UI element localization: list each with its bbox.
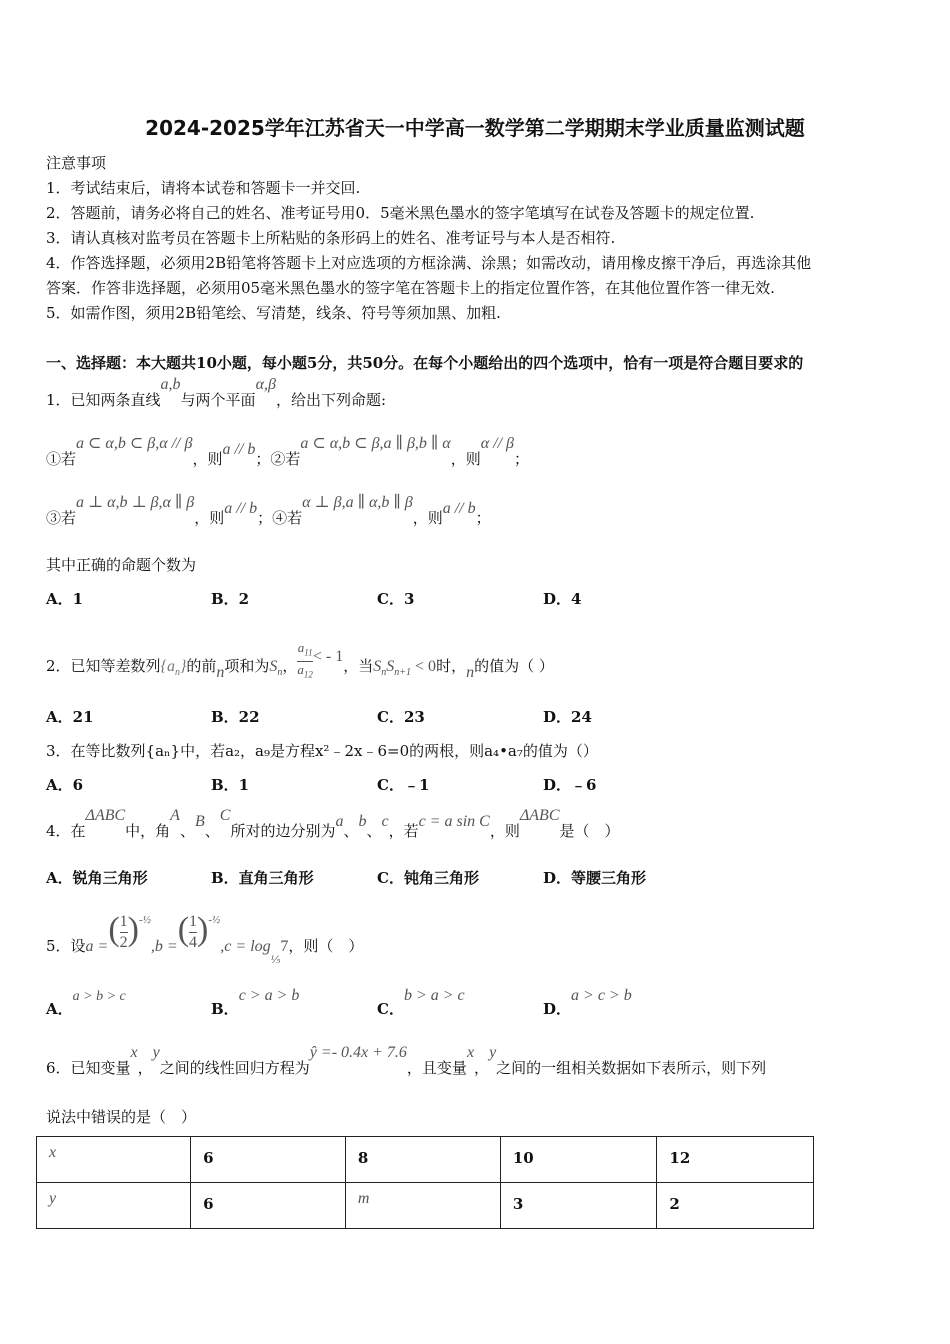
q2-math-n2: n xyxy=(466,664,475,682)
q5-frac-2-num: 1 xyxy=(189,913,198,930)
q2-math-ineq: < - 1 xyxy=(312,648,344,666)
table-cell xyxy=(345,1137,500,1183)
q5-frac-2-den: 4 xyxy=(189,934,198,951)
q5-text-1: 5．设 xyxy=(46,936,86,955)
q1-p3-then: ，则 xyxy=(194,509,225,527)
q5-option-b-label: B． xyxy=(211,1000,239,1018)
q2-frac-num-a: a xyxy=(297,640,305,655)
q1-p2-label: ；②若 xyxy=(255,450,301,468)
q2-option-c[interactable]: C．23 xyxy=(377,708,425,726)
q1-p2-result: α // β xyxy=(480,435,514,452)
question-3-stem: 3．在等比数列{aₙ}中，若a₂，a₉是方程x²﹣2x﹣6=0的两根，则a₄•a₇的值为（） xyxy=(46,742,598,760)
table-row xyxy=(37,1137,814,1183)
q2-text-4: ， xyxy=(282,657,298,676)
q2-text-7: 的值为（ ） xyxy=(474,657,554,676)
question-6-stem xyxy=(46,1044,767,1078)
q2-prod-sub2: n+1 xyxy=(394,667,412,679)
q1-p1-result: a // b xyxy=(222,441,256,458)
q1-p3-result: a // b xyxy=(224,500,258,517)
q2-text-3: 项和为 xyxy=(224,657,270,676)
q5-option-a[interactable] xyxy=(46,989,126,1019)
q2-option-b[interactable]: B．22 xyxy=(211,708,260,726)
q2-frac-den-a: a xyxy=(297,661,304,677)
question-2-stem xyxy=(46,640,554,688)
q4-math-B: B xyxy=(194,813,205,830)
q5-math-a: a = xyxy=(85,937,109,955)
q2-option-d[interactable]: D．24 xyxy=(543,708,592,726)
q2-seq-a: a xyxy=(166,658,175,676)
q4-math-triangle-2: ΔABC xyxy=(519,807,560,824)
table-cell xyxy=(657,1183,814,1229)
table-value: 3 xyxy=(512,1195,524,1213)
q5-option-a-expr: a > b > c xyxy=(72,989,126,1004)
q6-math-x: x xyxy=(130,1044,138,1061)
q4-option-d[interactable]: D．等腰三角形 xyxy=(543,869,647,887)
q4-math-triangle: ΔABC xyxy=(85,807,126,824)
q1-text-1: 1．已知两条直线 xyxy=(46,391,161,409)
q2-frac-num-sub: 11 xyxy=(304,647,313,658)
q4-text-2: 中，角 xyxy=(125,822,171,840)
q4-math-c: c xyxy=(381,813,389,830)
q2-frac-num xyxy=(297,640,313,661)
q1-p2-then: ，则 xyxy=(450,450,481,468)
table-value: 2 xyxy=(669,1195,680,1213)
q6-text-2: 之间的线性回归方程为 xyxy=(159,1059,310,1077)
q5-paren-close-2: ) xyxy=(197,910,209,948)
q5-option-b[interactable] xyxy=(211,987,300,1019)
q1-math-planes: α,β xyxy=(255,376,276,393)
notice-item-4: 4．作答选择题，必须用2B铅笔将答题卡上对应选项的方框涂满、涂黑；如需改动，请用橡皮擦干净后，再选涂其他 xyxy=(46,254,812,272)
q1-p4-result: a // b xyxy=(442,500,476,517)
q1-p3-cond: a ⊥ α,b ⊥ β,α ∥ β xyxy=(76,494,195,511)
q6-math-y-2: y xyxy=(489,1044,497,1061)
table-cell xyxy=(500,1137,657,1183)
q6-sep-2: ， xyxy=(474,1059,490,1077)
q1-p1-then: ，则 xyxy=(192,450,223,468)
table-row xyxy=(37,1183,814,1229)
q5-option-d-expr: a > c > b xyxy=(571,987,632,1004)
q1-p1-label: ①若 xyxy=(46,450,77,468)
q3-option-c[interactable]: C．﹣1 xyxy=(377,776,430,794)
q4-sep-1: 、 xyxy=(179,822,195,840)
q5-text-2: ，则（ ） xyxy=(288,936,364,955)
q5-paren-open-1: ( xyxy=(108,910,120,948)
q4-option-b[interactable]: B．直角三角形 xyxy=(211,869,314,887)
q1-p2-cond: a ⊂ α,b ⊂ β,a ∥ β,b ∥ α xyxy=(300,435,451,452)
q5-option-d[interactable] xyxy=(543,987,632,1019)
q1-option-a[interactable]: A．1 xyxy=(46,590,84,608)
q1-p4-cond: α ⊥ β,a ∥ α,b ∥ β xyxy=(302,494,413,511)
q4-sep-3: 、 xyxy=(343,822,359,840)
q2-text-1: 2．已知等差数列 xyxy=(46,657,161,676)
notice-item-5: 5．如需作图，须用2B铅笔绘、写清楚，线条、符号等须加黑、加粗. xyxy=(46,304,501,322)
q4-math-C: C xyxy=(219,807,231,824)
q1-propositions-1-2 xyxy=(46,435,529,469)
q3-option-a[interactable]: A．6 xyxy=(46,776,84,794)
q2-text-6: 时， xyxy=(436,657,467,676)
q2-frac-den xyxy=(297,661,313,683)
q6-text-3: ，且变量 xyxy=(406,1059,467,1077)
q5-paren-close-1: ) xyxy=(127,910,139,948)
q4-math-A: A xyxy=(170,807,180,824)
table-value: 6 xyxy=(203,1149,214,1167)
q1-option-c[interactable]: C．3 xyxy=(377,590,415,608)
q2-math-n: n xyxy=(216,664,225,682)
q4-math-condition: c = a sin C xyxy=(418,813,490,830)
q6-text-4: 之间的一组相关数据如下表所示，则下列 xyxy=(496,1059,767,1077)
q5-option-d-label: D． xyxy=(543,1000,572,1018)
q1-p2-end: ； xyxy=(513,450,529,468)
q1-p4-end: ； xyxy=(475,509,491,527)
q1-option-b[interactable]: B．2 xyxy=(211,590,250,608)
q1-text-3: ，给出下列命题: xyxy=(275,391,386,409)
q4-option-a[interactable]: A．锐角三角形 xyxy=(46,869,148,887)
table-value: 6 xyxy=(203,1195,214,1213)
q2-frac-den-sub: 12 xyxy=(303,669,313,680)
q2-prod-ineq: < 0 xyxy=(415,658,437,676)
q2-text-5: ，当 xyxy=(343,657,374,676)
table-cell xyxy=(657,1137,814,1183)
q2-prod-sub1: n xyxy=(381,667,387,679)
q5-option-c-label: C． xyxy=(377,1000,404,1018)
q3-option-b[interactable]: B．1 xyxy=(211,776,250,794)
table-value: 12 xyxy=(669,1149,691,1167)
q3-option-d[interactable]: D．﹣6 xyxy=(543,776,597,794)
q1-p3-label: ③若 xyxy=(46,509,77,527)
q6-math-y: y xyxy=(152,1044,160,1061)
q6-text-5: 说法中错误的是（ ） xyxy=(46,1108,197,1126)
q2-seq: $\{a_n\}$ xyxy=(160,658,187,679)
notice-item-4-cont: 答案．作答非选择题，必须用05毫米黑色墨水的签字笔在答题卡上的指定位置作答，在其他位置作答一律无效. xyxy=(46,279,775,297)
q1-p4-label: ；④若 xyxy=(257,509,303,527)
q1-propositions-3-4 xyxy=(46,494,491,528)
page-title: 2024-2025学年江苏省天一中学高一数学第二学期期末学业质量监测试题 xyxy=(145,116,805,140)
q6-math-x-2: x xyxy=(466,1044,475,1061)
q4-text-6: 是（ ） xyxy=(559,822,620,840)
question-5-stem xyxy=(46,910,364,966)
table-cell xyxy=(345,1183,500,1229)
q2-math-sn xyxy=(269,658,283,679)
q1-option-d[interactable]: D．4 xyxy=(543,590,582,608)
q4-text-3: 所对的边分别为 xyxy=(230,822,336,840)
question-1-stem xyxy=(46,376,386,410)
q6-data-table xyxy=(36,1136,814,1229)
q4-option-c[interactable]: C．钝角三角形 xyxy=(377,869,479,887)
q1-text-2: 与两个平面 xyxy=(180,391,256,409)
table-value: 8 xyxy=(357,1149,369,1167)
table-cell xyxy=(37,1137,191,1183)
q2-text-2: 的前 xyxy=(186,657,217,676)
q2-fraction xyxy=(297,640,313,682)
table-header-x: x xyxy=(49,1144,57,1161)
q2-seq-sub: n xyxy=(174,667,180,679)
q6-text-1: 6．已知变量 xyxy=(46,1059,131,1077)
q2-sn-s: S xyxy=(269,658,278,676)
question-4-stem xyxy=(46,807,620,841)
q4-text-5: ，则 xyxy=(489,822,520,840)
table-cell xyxy=(37,1183,191,1229)
table-value-m: m xyxy=(357,1190,370,1207)
q5-exp-1: -½ xyxy=(139,913,151,926)
q5-math-b: ,b = xyxy=(150,937,178,955)
q5-option-a-label: A． xyxy=(46,1000,73,1018)
table-header-y: y xyxy=(49,1190,57,1207)
q5-option-c-expr: b > a > c xyxy=(403,987,465,1004)
q2-math-product xyxy=(373,658,437,679)
q2-prod-s1: S xyxy=(373,658,382,676)
q6-sep-1: ， xyxy=(137,1059,153,1077)
notice-item-2: 2．答题前，请务必将自己的姓名、准考证号用0．5毫米黑色墨水的签字笔填写在试卷及答题卡的规定位置. xyxy=(46,204,755,222)
q6-math-regression: ŷ =- 0.4x + 7.6 xyxy=(309,1044,407,1061)
q5-log-arg: 7 xyxy=(280,937,289,955)
q5-exp-2: -½ xyxy=(208,913,221,926)
q5-frac-1 xyxy=(120,912,128,953)
q4-sep-4: 、 xyxy=(366,822,382,840)
q4-math-a: a xyxy=(335,813,344,830)
q4-sep-2: 、 xyxy=(204,822,220,840)
q5-frac-1-num: 1 xyxy=(119,913,128,930)
notice-item-3: 3．请认真核对监考员在答题卡上所粘贴的条形码上的姓名、准考证号与本人是否相符. xyxy=(46,229,616,247)
q5-log-base: ⅕ xyxy=(270,954,281,966)
q5-paren-open-2: ( xyxy=(177,910,190,948)
q5-option-b-expr: c > a > b xyxy=(238,987,300,1004)
q4-text-1: 4．在 xyxy=(46,822,86,840)
notice-heading: 注意事项 xyxy=(46,154,107,172)
section-heading: 一、选择题：本大题共10小题，每小题5分，共50分。在每个小题给出的四个选项中，恰有一项是符合题目要求的 xyxy=(46,354,804,372)
table-cell xyxy=(500,1183,657,1229)
table-value: 10 xyxy=(512,1149,534,1167)
q5-option-c[interactable] xyxy=(377,987,465,1019)
q1-p4-then: ，则 xyxy=(412,509,443,527)
notice-item-1: 1．考试结束后，请将本试卷和答题卡一并交回. xyxy=(46,179,361,197)
q5-frac-1-den: 2 xyxy=(119,934,128,951)
q1-p1-cond: a ⊂ α,b ⊂ β,α // β xyxy=(76,435,193,452)
q1-math-lines: a,b xyxy=(160,376,181,393)
table-cell xyxy=(191,1137,346,1183)
q5-frac-2 xyxy=(189,912,197,953)
table-cell xyxy=(191,1183,346,1229)
q2-option-a[interactable]: A．21 xyxy=(46,708,94,726)
q1-ask: 其中正确的命题个数为 xyxy=(46,556,197,574)
q5-math-c: ,c = log xyxy=(220,937,271,955)
q2-prod-s2: S xyxy=(386,658,395,676)
q2-sn-sub: n xyxy=(277,667,283,679)
q4-text-4: ，若 xyxy=(388,822,419,840)
q4-math-b: b xyxy=(358,813,367,830)
